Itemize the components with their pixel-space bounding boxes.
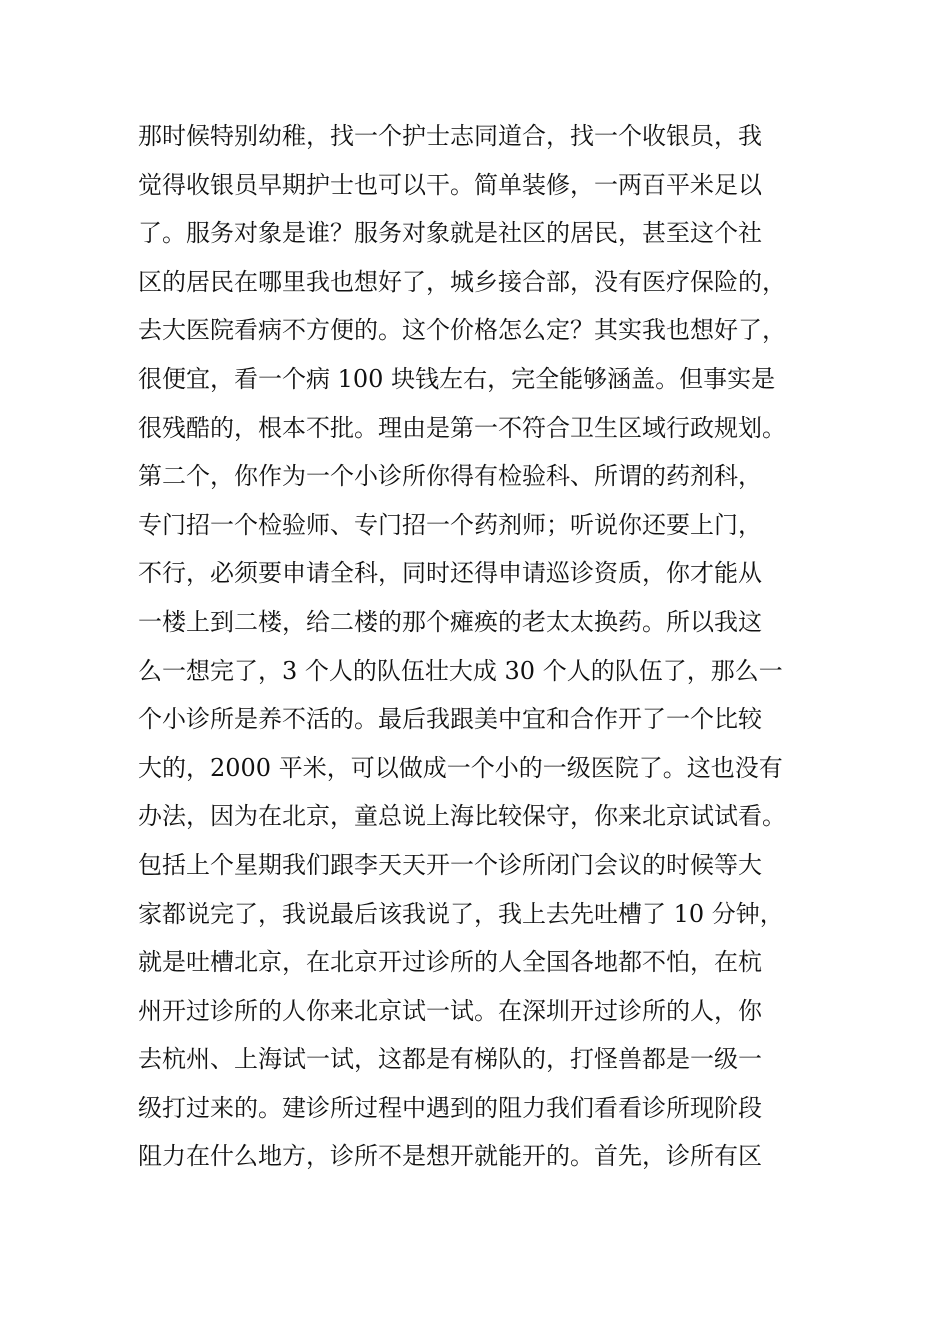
text-line: 区的居民在哪里我也想好了，城乡接合部，没有医疗保险的， bbox=[138, 267, 786, 296]
text-line: 阻力在什么地方，诊所不是想开就能开的。首先，诊所有区 bbox=[138, 1142, 762, 1171]
text-line: 不行，必须要申请全科，同时还得申请巡诊资质，你才能从 bbox=[138, 559, 762, 588]
text-line: 那时候特别幼稚，找一个护士志同道合，找一个收银员，我 bbox=[138, 122, 762, 150]
text-line: 了。服务对象是谁？服务对象就是社区的居民，甚至这个社 bbox=[138, 219, 762, 248]
text-line: 个小诊所是养不活的。最后我跟美中宜和合作开了一个比较 bbox=[138, 705, 762, 734]
text-line: 级打过来的。建诊所过程中遇到的阻力我们看看诊所现阶段 bbox=[138, 1093, 762, 1122]
text-line: 很便宜，看一个病 100 块钱左右，完全能够涵盖。但事实是 bbox=[138, 364, 776, 393]
text-line: 大的，2000 平米，可以做成一个小的一级医院了。这也没有 bbox=[138, 753, 783, 782]
text-line: 包括上个星期我们跟李天天开一个诊所闭门会议的时候等大 bbox=[138, 850, 762, 879]
text-line: 家都说完了，我说最后该我说了，我上去先吐槽了 10 分钟， bbox=[138, 899, 784, 928]
text-line: 很残酷的，根本不批。理由是第一不符合卫生区域行政规划。 bbox=[138, 413, 786, 442]
text-line: 去杭州、上海试一试，这都是有梯队的，打怪兽都是一级一 bbox=[138, 1045, 762, 1074]
text-line: 去大医院看病不方便的。这个价格怎么定？其实我也想好了， bbox=[138, 316, 786, 345]
text-line: 觉得收银员早期护士也可以干。简单装修，一两百平米足以 bbox=[138, 170, 762, 199]
body-text bbox=[138, 112, 838, 1181]
text-line: 办法，因为在北京，童总说上海比较保守，你来北京试试看。 bbox=[138, 802, 786, 831]
text-line: 一楼上到二楼，给二楼的那个瘫痪的老太太换药。所以我这 bbox=[138, 607, 762, 636]
text-line: 就是吐槽北京，在北京开过诊所的人全国各地都不怕，在杭 bbox=[138, 948, 762, 977]
text-line: 专门招一个检验师、专门招一个药剂师；听说你还要上门， bbox=[138, 510, 762, 539]
text-line: 州开过诊所的人你来北京试一试。在深圳开过诊所的人，你 bbox=[138, 996, 762, 1025]
text-line: 么一想完了，3 个人的队伍壮大成 30 个人的队伍了，那么一 bbox=[138, 656, 783, 685]
text-line: 第二个，你作为一个小诊所你得有检验科、所谓的药剂科， bbox=[138, 462, 762, 491]
